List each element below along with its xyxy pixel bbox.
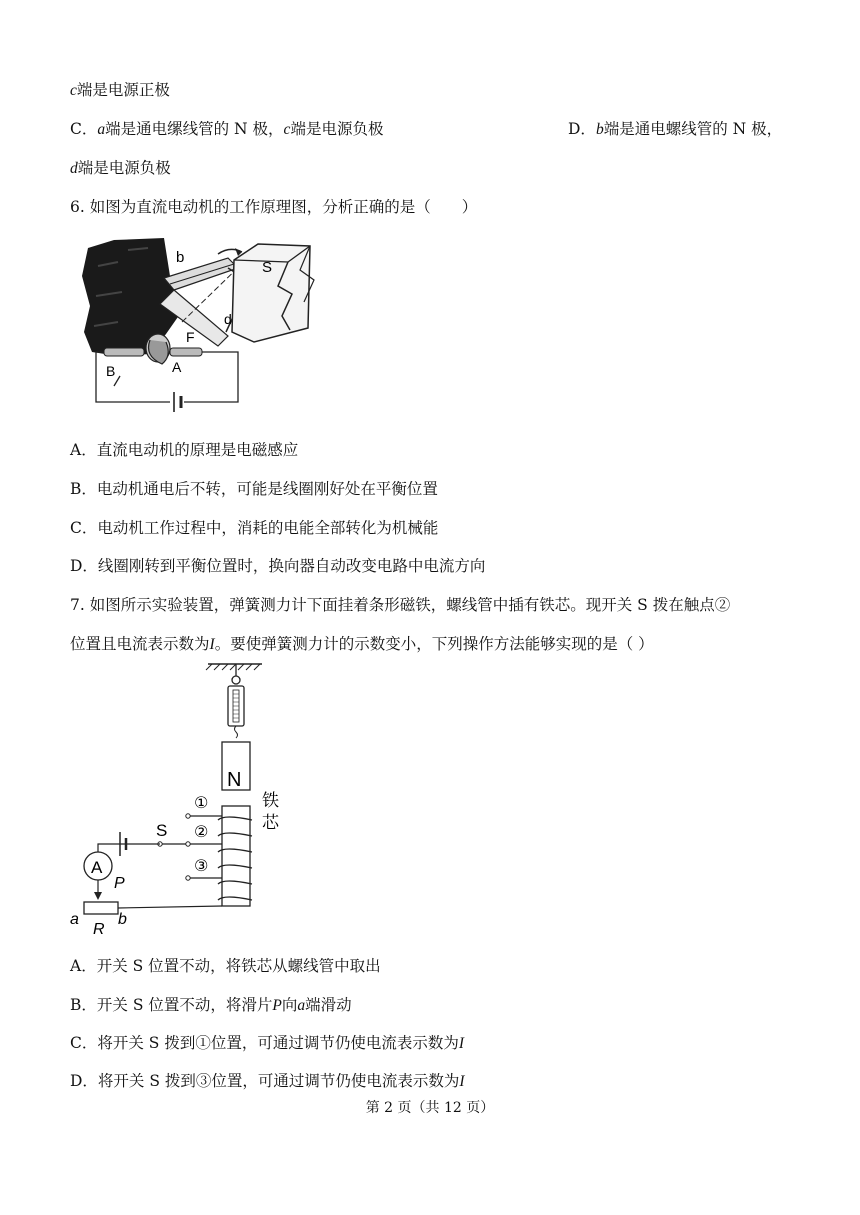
label-A: A: [172, 359, 182, 375]
q6-option-b: B．电动机通电后不转，可能是线圈刚好处在平衡位置: [70, 480, 438, 498]
contact-2: ②: [194, 824, 209, 841]
q5-option-b-continuation: c端是电源正极: [70, 81, 170, 99]
label-S: S: [156, 821, 168, 840]
q6-option-d: D．线圈刚转到平衡位置时，换向器自动改变电路中电流方向: [70, 557, 486, 575]
iron-core: [222, 806, 250, 906]
q7-stem-line2: 位置且电流表示数为I。要使弹簧测力计的示数变小，下列操作方法能够实现的是（ ）: [70, 635, 654, 653]
q7-option-b: B．开关 S 位置不动，将滑片P向a端滑动: [70, 996, 352, 1014]
label-P: P: [114, 875, 125, 892]
q6-motor-figure: [78, 236, 328, 414]
label-B: B: [106, 363, 116, 379]
q7-stem-line1: 7. 如图所示实验装置，弹簧测力计下面挂着条形磁铁，螺线管中插有铁芯。现开关 S 拨在触点②: [70, 596, 731, 614]
label-a: a: [70, 911, 79, 928]
contact-3: ③: [194, 858, 209, 875]
label-b: b: [118, 911, 127, 928]
label-S: S: [262, 259, 273, 276]
brush-right: [170, 348, 202, 356]
label-R: R: [93, 921, 105, 938]
q7-option-a: A．开关 S 位置不动，将铁芯从螺线管中取出: [70, 957, 381, 975]
q5-option-d: D．b端是通电螺线管的 N 极，: [568, 120, 783, 138]
page-footer: 第 2 页（共 12 页）: [365, 1100, 495, 1116]
q6-option-a: A．直流电动机的原理是电磁感应: [70, 441, 299, 459]
q6-option-c: C．电动机工作过程中，消耗的电能全部转化为机械能: [70, 519, 439, 537]
q7-option-c: C．将开关 S 拨到①位置，可通过调节仍使电流表示数为I: [70, 1034, 465, 1052]
q5-option-c: C．a端是通电缧线管的 N 极，c端是电源负极: [70, 120, 384, 138]
contact-1: ①: [194, 795, 209, 812]
label-F: F: [186, 329, 195, 345]
q6-stem: 6. 如图为直流电动机的工作原理图，分析正确的是（ ）: [70, 198, 478, 216]
label-N: N: [227, 769, 242, 791]
label-b: b: [176, 249, 185, 266]
brush-left: [104, 348, 144, 356]
q7-option-d: D．将开关 S 拨到③位置，可通过调节仍使电流表示数为I: [70, 1072, 465, 1090]
q7-circuit-figure: [62, 660, 312, 940]
q5-option-d-continuation: d端是电源负极: [70, 159, 171, 177]
label-tie: 铁: [262, 791, 279, 810]
label-xin: 芯: [262, 813, 279, 832]
label-d: d: [224, 311, 232, 327]
label-A: A: [91, 858, 103, 877]
rheostat: [84, 902, 118, 914]
